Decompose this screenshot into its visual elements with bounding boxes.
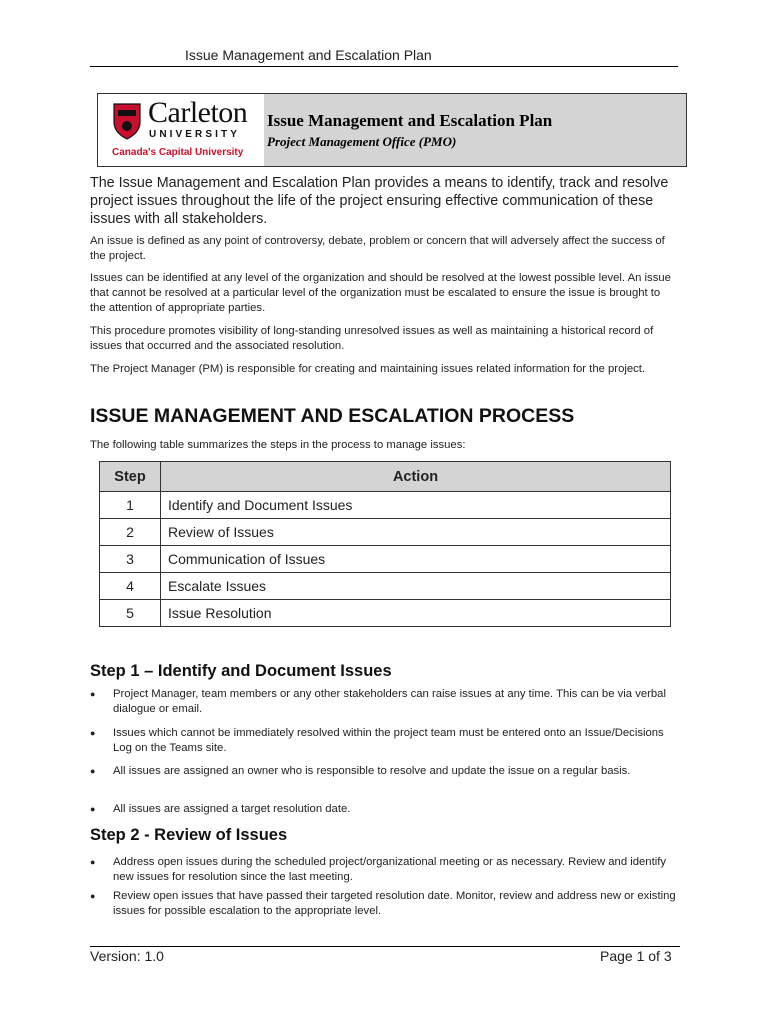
document-title: Issue Management and Escalation Plan xyxy=(267,111,553,130)
table-row xyxy=(100,519,671,546)
table-intro: The following table summarizes the steps in the process to manage issues: xyxy=(90,439,466,451)
step-number: 1 xyxy=(100,492,161,519)
step-action: Issue Resolution xyxy=(161,600,671,627)
title-banner xyxy=(97,93,687,167)
carleton-logo xyxy=(98,94,265,166)
bullet-icon: ● xyxy=(90,804,96,814)
bullet-icon: ● xyxy=(90,728,96,738)
intro-paragraph: The Issue Management and Escalation Plan provides a means to identify, track and resolve project issues throughout the life of the project ensuring effective communication of these issues with all stakeholders. xyxy=(90,175,669,227)
step-action: Review of Issues xyxy=(161,519,671,546)
column-header-step: Step xyxy=(100,462,161,492)
list-item-text: Review open issues that have passed their targeted resolution date. Monitor, review and address new or existing issues for possible escalation to the appropriate level. xyxy=(113,890,676,917)
footer-rule xyxy=(90,946,680,947)
list-item-text: All issues are assigned an owner who is responsible to resolve and update the issue on a regular basis. xyxy=(113,765,631,777)
step2-heading: Step 2 - Review of Issues xyxy=(90,826,288,844)
section-heading: ISSUE MANAGEMENT AND ESCALATION PROCESS xyxy=(90,405,575,427)
process-steps-table xyxy=(99,461,671,627)
step-number: 3 xyxy=(100,546,161,573)
bullet-icon: ● xyxy=(90,689,96,699)
step-number: 4 xyxy=(100,573,161,600)
step-action: Escalate Issues xyxy=(161,573,671,600)
list-item-text: All issues are assigned a target resolution date. xyxy=(113,803,351,815)
step-number: 2 xyxy=(100,519,161,546)
shield-icon xyxy=(112,102,142,140)
logo-university: UNIVERSITY xyxy=(149,129,241,140)
paragraph: Issues can be identified at any level of the organization and should be resolved at the lowest possible level. An issue that cannot be resolved at a particular level of the organization must be escalated to ensure the issue is brought to the attention of appropriate parties. xyxy=(90,272,671,314)
paragraph: The Project Manager (PM) is responsible for creating and maintaining issues related information for the project. xyxy=(90,363,646,375)
running-header: Issue Management and Escalation Plan xyxy=(185,47,432,63)
footer-version: Version: 1.0 xyxy=(90,948,164,964)
list-item-text: Address open issues during the scheduled project/organizational meeting or as necessary. Review and identify new issues for resolution since the last meeting. xyxy=(113,856,667,883)
paragraph: An issue is defined as any point of controversy, debate, problem or concern that will adversely affect the success of the project. xyxy=(90,235,665,262)
step-action: Identify and Document Issues xyxy=(161,492,671,519)
logo-wordmark: Carleton xyxy=(148,96,248,129)
paragraph: This procedure promotes visibility of long-standing unresolved issues as well as maintaining a historical record of issues that occurred and the associated resolution. xyxy=(90,325,654,352)
footer-page-number: Page 1 of 3 xyxy=(600,948,672,964)
column-header-action: Action xyxy=(161,462,671,492)
header-rule xyxy=(90,66,678,67)
table-row xyxy=(100,546,671,573)
bullet-icon: ● xyxy=(90,857,96,867)
bullet-icon: ● xyxy=(90,766,96,776)
table-row xyxy=(100,573,671,600)
bullet-icon: ● xyxy=(90,891,96,901)
table-row xyxy=(100,600,671,627)
logo-tagline: Canada's Capital University xyxy=(112,147,244,158)
step-number: 5 xyxy=(100,600,161,627)
table-row xyxy=(100,492,671,519)
list-item-text: Issues which cannot be immediately resolved within the project team must be entered onto an Issue/Decisions Log on the Teams site. xyxy=(113,727,664,754)
step-action: Communication of Issues xyxy=(161,546,671,573)
banner-title-box xyxy=(264,94,686,166)
document-subtitle: Project Management Office (PMO) xyxy=(267,134,457,149)
table-header-row xyxy=(100,462,671,492)
step1-heading: Step 1 – Identify and Document Issues xyxy=(90,662,392,680)
list-item-text: Project Manager, team members or any other stakeholders can raise issues at any time. This can be via verbal dialogue or email. xyxy=(113,688,666,715)
